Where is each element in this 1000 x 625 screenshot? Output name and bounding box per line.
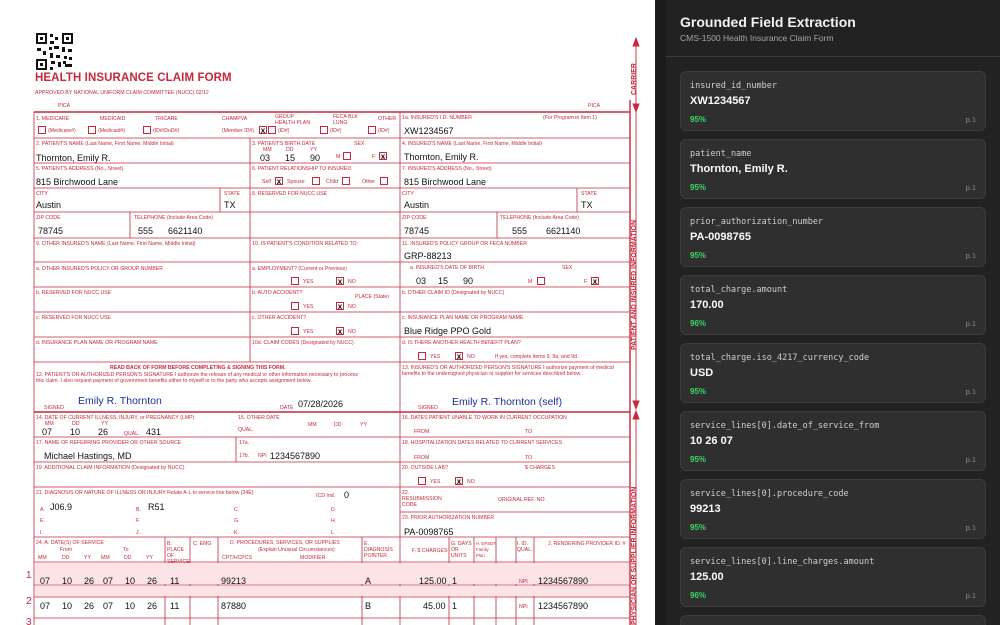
carrier-side-label: CARRIER <box>631 63 638 95</box>
label-diag-j: J. <box>136 530 141 536</box>
line-2-from-mm[interactable]: 07 <box>40 601 51 611</box>
label-diag-b: B. <box>136 507 141 513</box>
insured-address-value[interactable]: 815 Birchwood Lane <box>404 177 487 187</box>
field-value: PA-0098765 <box>690 231 751 243</box>
label-col-to-yy: YY <box>146 555 153 561</box>
birth-yy-value[interactable]: 90 <box>310 153 321 163</box>
label-col-j: J. RENDERING PROVIDER ID. # <box>548 541 626 547</box>
label-hosp-from: FROM <box>414 455 430 461</box>
label-diag-c: C. <box>234 507 240 513</box>
service-line-3-number: 3 <box>26 617 32 625</box>
field-page: p.1 <box>965 591 976 600</box>
other-accident-no-checkbox[interactable]: x <box>337 327 343 336</box>
feca-checkbox[interactable] <box>320 126 328 134</box>
field-card[interactable] <box>680 479 986 539</box>
label-claim-codes: 10d. CLAIM CODES (Designated by NUCC) <box>252 340 354 346</box>
field-value: USD <box>690 367 714 379</box>
label-other-date-qual: QUAL. <box>238 427 254 433</box>
patient-insured-side-label: PATIENT AND INSURED INFORMATION <box>631 219 638 350</box>
line-2-from-yy[interactable]: 26 <box>84 601 95 611</box>
outside-lab-yes-checkbox[interactable] <box>418 477 426 485</box>
insurance-plan-value[interactable]: Blue Ridge PPO Gold <box>404 326 492 336</box>
label-other-insured-name: 9. OTHER INSURED'S NAME (Last Name, First Name, Middle Initial) <box>36 241 196 247</box>
label-sex-m: M <box>336 154 341 160</box>
field-page: p.1 <box>965 319 976 328</box>
label-state: STATE <box>224 191 240 197</box>
label-zip: ZIP CODE <box>36 215 61 221</box>
label-tricare: TRICARE <box>155 116 178 122</box>
label-auto-yes: YES <box>303 304 314 310</box>
field-card[interactable] <box>680 411 986 471</box>
insured-dob-mm-value[interactable]: 03 <box>416 276 427 286</box>
label-telephone: TELEPHONE (Include Area Code) <box>134 215 213 221</box>
insured-city-value[interactable]: Austin <box>404 200 430 210</box>
field-card-partial[interactable] <box>680 615 986 625</box>
sex-m-checkbox[interactable] <box>343 152 351 160</box>
label-policy-group: 11. INSURED'S POLICY GROUP OR FECA NUMBER <box>402 241 527 247</box>
line-1-cpt[interactable]: 99213 <box>221 576 247 586</box>
label-col-e: E. DIAGNOSIS POINTER <box>364 541 393 559</box>
insured-signature[interactable]: Emily R. Thornton (self) <box>452 396 563 408</box>
insured-zip-value[interactable]: 78745 <box>404 226 430 236</box>
field-confidence: 96% <box>690 591 707 600</box>
label-diag-i: I. <box>40 530 43 536</box>
line-2-to-dd[interactable]: 10 <box>125 601 136 611</box>
pica-right: PICA <box>588 103 601 109</box>
label-col-from-dd: DD <box>62 555 70 561</box>
label-outside-lab: 20. OUTSIDE LAB? <box>402 465 448 471</box>
insured-sex-m-checkbox[interactable] <box>537 277 545 285</box>
label-birth-yy: YY <box>310 147 317 153</box>
field-page: p.1 <box>965 183 976 192</box>
label-col-from-mm: MM <box>38 555 47 561</box>
label-another-plan: d. IS THERE ANOTHER HEALTH BENEFIT PLAN? <box>402 340 521 346</box>
line-2-pos[interactable]: 11 <box>170 601 180 611</box>
prior-auth-value[interactable]: PA-0098765 <box>404 527 454 537</box>
label-other-date-mm: MM <box>308 422 317 428</box>
field-name: service_lines[0].procedure_code <box>690 489 849 499</box>
label-17b-npi: NPI <box>258 453 267 459</box>
panel-title: Grounded Field Extraction <box>680 14 856 30</box>
label-insured-dob: a. INSURED'S DATE OF BIRTH <box>410 265 485 271</box>
line-1-units[interactable]: 1 <box>452 576 458 586</box>
label-insured-city: CITY <box>402 191 414 197</box>
label-col-g: G. DAYS OR UNITS <box>451 541 472 559</box>
label-signature-13: 13. INSURED'S OR AUTHORIZED PERSON'S SIGNATURE I authorize payment of medical benefits to the undersigned physician or supplier for services described below. <box>402 365 614 377</box>
label-other-date-yy: YY <box>360 422 367 428</box>
label-tricare-sub: (ID#/DoD#) <box>153 128 180 134</box>
panel-subtitle: CMS-1500 Health Insurance Claim Form <box>680 33 834 43</box>
label-another-plan-note: If yes, complete items 9, 9a, and 9d. <box>495 354 579 360</box>
label-hosp-to: TO <box>525 455 533 461</box>
label-city: CITY <box>36 191 48 197</box>
label-diag-d: D. <box>331 507 337 513</box>
label-auto-no: NO <box>348 304 356 310</box>
birth-mm-value[interactable]: 03 <box>260 153 271 163</box>
employment-yes-checkbox[interactable] <box>291 277 299 285</box>
label-insured-sex: SEX <box>562 265 573 271</box>
field-value: XW1234567 <box>690 95 751 107</box>
sex-f-checkbox[interactable]: x <box>380 152 386 161</box>
label-prior-auth: 23. PRIOR AUTHORIZATION NUMBER <box>402 515 495 521</box>
rel-self-checkbox[interactable]: x <box>276 177 282 186</box>
label-other-accident-yes: YES <box>303 329 314 335</box>
other-checkbox[interactable] <box>368 126 376 134</box>
line-1-from-mm[interactable]: 07 <box>40 576 51 586</box>
label-signed-13: SIGNED <box>418 405 438 411</box>
field-name: patient_name <box>690 149 752 159</box>
line-1-to-mm[interactable]: 07 <box>103 576 114 586</box>
extraction-panel <box>666 0 1000 625</box>
label-auto-accident: b. AUTO ACCIDENT? <box>252 290 303 296</box>
label-col-a: 24. A. DATE(S) OF SERVICE <box>36 540 104 546</box>
field-page: p.1 <box>965 251 976 260</box>
diag-b-value[interactable]: R51 <box>148 502 165 512</box>
label-other-claim-id: b. OTHER CLAIM ID (Designated by NUCC) <box>402 290 505 296</box>
label-col-d: D. PROCEDURES, SERVICES, OR SUPPLIES <box>230 540 340 546</box>
label-col-from-yy: YY <box>84 555 91 561</box>
label-additional: 19. ADDITIONAL CLAIM INFORMATION (Designated by NUCC) <box>36 465 185 471</box>
label-group: GROUP HEALTH PLAN <box>275 114 311 126</box>
label-col-to: To <box>123 547 129 553</box>
label-insured-telephone: TELEPHONE (Include Area Code) <box>500 215 579 221</box>
label-icd-ind: ICD Ind. <box>316 493 336 499</box>
birth-dd-value[interactable]: 15 <box>285 153 296 163</box>
label-patient-address: 5. PATIENT'S ADDRESS (No., Street) <box>36 166 124 172</box>
employment-no-checkbox[interactable]: x <box>337 277 343 286</box>
line-2-cpt[interactable]: 87880 <box>221 601 247 611</box>
insured-state-value[interactable]: TX <box>581 200 593 210</box>
label-rel-self: Self <box>262 179 271 185</box>
line-1-from-yy[interactable]: 26 <box>84 576 95 586</box>
field-card[interactable] <box>680 71 986 131</box>
champva-checkbox[interactable]: x <box>260 126 266 135</box>
label-hospitalization: 18. HOSPITALIZATION DATES RELATED TO CURRENT SERVICES <box>402 440 563 446</box>
label-birth-date: 3. PATIENT'S BIRTH DATE <box>252 141 316 147</box>
line-2-provider[interactable]: 1234567890 <box>538 601 589 611</box>
patient-phone-value[interactable]: 6621140 <box>168 226 203 236</box>
label-other-accident: c. OTHER ACCIDENT? <box>252 315 307 321</box>
label-diag-g: G. <box>234 518 240 524</box>
form-title: HEALTH INSURANCE CLAIM FORM <box>35 72 232 84</box>
label-patient-name: 2. PATIENT'S NAME (Last Name, First Name, Middle Initial) <box>36 141 174 147</box>
label-another-plan-no: NO <box>467 354 475 360</box>
label-other-accident-no: NO <box>348 329 356 335</box>
label-other-date-dd: DD <box>334 422 342 428</box>
label-other-sub: (ID#) <box>378 128 390 134</box>
line-2-qual: NPI <box>519 604 528 610</box>
label-reserved-9b: b. RESERVED FOR NUCC USE <box>36 290 112 296</box>
label-insured-id-note: (For Program in Item 1) <box>543 115 597 121</box>
label-17a: 17a. <box>239 440 250 446</box>
label-signed-12: SIGNED <box>44 405 64 411</box>
outside-lab-no-checkbox[interactable]: x <box>456 477 462 486</box>
label-birth-mm: MM <box>263 147 272 153</box>
patient-name-value[interactable]: Thornton, Emily R. <box>36 153 111 163</box>
label-feca-sub: (ID#) <box>330 128 342 134</box>
label-resubmission: 22. RESUBMISSION CODE <box>402 490 442 508</box>
label-current-qual: QUAL. <box>124 431 140 437</box>
patient-zip-value[interactable]: 78745 <box>38 226 64 236</box>
label-col-d-sub: (Explain Unusual Circumstances) <box>258 547 335 553</box>
label-medicaid-sub: (Medicaid#) <box>98 128 126 134</box>
label-insurance-plan-d: d. INSURANCE PLAN NAME OR PROGRAM NAME <box>36 340 158 346</box>
label-other-date: 15. OTHER DATE <box>238 415 280 421</box>
label-insured-state: STATE <box>581 191 597 197</box>
label-reserved-9c: c. RESERVED FOR NUCC USE <box>36 315 111 321</box>
field-page: p.1 <box>965 455 976 464</box>
label-col-h: H. EPSDT Family Plan <box>476 541 496 558</box>
label-outside-lab-no: NO <box>467 479 475 485</box>
label-insured-id: 1a. INSURED'S I.D. NUMBER <box>402 115 472 121</box>
group-checkbox[interactable] <box>268 126 276 134</box>
label-diagnosis: 21. DIAGNOSIS OR NATURE OF ILLNESS OR INJURY Relate A-L to service line below (24E) <box>36 490 254 496</box>
rel-child-checkbox[interactable] <box>342 177 350 185</box>
line-2-units[interactable]: 1 <box>452 601 458 611</box>
medicare-checkbox[interactable] <box>38 126 46 134</box>
rel-other-checkbox[interactable] <box>380 177 388 185</box>
label-col-b: B. PLACE OF SERVICE <box>167 541 190 565</box>
label-place-state: PLACE (State) <box>355 294 390 300</box>
service-line-1-number: 1 <box>26 570 32 581</box>
label-modifier: MODIFIER <box>300 555 326 561</box>
label-feca: FECA BLK LUNG <box>333 114 358 126</box>
field-name: total_charge.amount <box>690 285 788 295</box>
label-unable-to: TO <box>525 429 533 435</box>
field-card[interactable] <box>680 275 986 335</box>
another-plan-yes-checkbox[interactable] <box>418 352 426 360</box>
signature-date-value[interactable]: 07/28/2026 <box>298 399 344 409</box>
label-col-c: C. EMG <box>193 541 212 547</box>
label-outside-lab-yes: YES <box>430 479 441 485</box>
field-card[interactable] <box>680 139 986 199</box>
line-1-pos[interactable]: 11 <box>170 576 180 586</box>
line-1-charges[interactable]: 125.00 <box>419 576 447 586</box>
label-rel-child: Child <box>326 179 338 185</box>
label-medicare-sub: (Medicare#) <box>48 128 76 134</box>
field-name: insured_id_number <box>690 81 777 91</box>
referring-name-value[interactable]: Michael Hastings, MD <box>44 451 132 461</box>
pica-left: PICA <box>58 103 71 109</box>
service-line-2-number: 2 <box>26 596 32 607</box>
label-group-sub: (ID#) <box>278 128 290 134</box>
label-original-ref: ORIGINAL REF. NO. <box>498 497 546 503</box>
label-insured-sex-m: M <box>528 279 533 285</box>
label-medicare: 1. MEDICARE <box>36 116 70 122</box>
line-2-to-mm[interactable]: 07 <box>103 601 114 611</box>
label-diag-f: F. <box>136 518 141 524</box>
line-1-qual: NPI <box>519 579 528 585</box>
label-rel-spouse: Spouse <box>287 179 305 185</box>
label-champva: CHAMPVA <box>222 116 248 122</box>
label-employment-no: NO <box>348 279 356 285</box>
field-confidence: 95% <box>690 251 707 260</box>
current-qual-value[interactable]: 431 <box>146 427 162 437</box>
label-another-plan-yes: YES <box>430 354 441 360</box>
another-plan-no-checkbox[interactable]: x <box>456 352 462 361</box>
label-sex-f: F <box>372 154 376 160</box>
insured-sex-f-checkbox[interactable]: x <box>592 277 598 286</box>
label-current-mm: MM <box>45 421 54 427</box>
field-card[interactable] <box>680 207 986 267</box>
label-insured-sex-f: F <box>584 279 588 285</box>
field-page: p.1 <box>965 523 976 532</box>
field-confidence: 95% <box>690 115 707 124</box>
line-1-from-dd[interactable]: 10 <box>62 576 73 586</box>
label-rel-other: Other <box>362 179 375 185</box>
label-condition-related: 10. IS PATIENT'S CONDITION RELATED TO: <box>252 241 359 247</box>
diag-a-value[interactable]: J06.9 <box>50 502 73 512</box>
insured-area-value[interactable]: 555 <box>512 226 528 236</box>
panel-divider <box>666 56 1000 57</box>
other-accident-yes-checkbox[interactable] <box>291 327 299 335</box>
line-2-from-dd[interactable]: 10 <box>62 601 73 611</box>
label-unable-work: 16. DATES PATIENT UNABLE TO WORK IN CURRENT OCCUPATION <box>402 415 567 421</box>
label-medicaid: MEDICAID <box>100 116 126 122</box>
field-confidence: 96% <box>690 319 707 328</box>
patient-area-value[interactable]: 555 <box>138 226 154 236</box>
insured-phone-value[interactable]: 6621140 <box>546 226 581 236</box>
label-col-from: From <box>60 547 73 553</box>
label-diag-e: E. <box>40 518 45 524</box>
label-birth-dd: DD <box>286 147 294 153</box>
label-sex: SEX <box>354 141 365 147</box>
label-col-i: I. ID. QUAL. <box>517 541 533 553</box>
line-1-to-yy[interactable]: 26 <box>147 576 158 586</box>
policy-group-value[interactable]: GRP-88213 <box>404 251 452 261</box>
label-other: OTHER <box>378 116 397 122</box>
label-other-policy: a. OTHER INSURED'S POLICY OR GROUP NUMBER <box>36 266 164 272</box>
field-value: 170.00 <box>690 299 724 311</box>
line-1-to-dd[interactable]: 10 <box>125 576 136 586</box>
label-reserved-8: 8. RESERVED FOR NUCC USE <box>252 191 328 197</box>
label-current-dd: DD <box>72 421 80 427</box>
field-value: 99213 <box>690 503 721 515</box>
label-referring: 17. NAME OF REFERRING PROVIDER OR OTHER SOURCE <box>36 440 182 446</box>
line-1-provider[interactable]: 1234567890 <box>538 576 589 586</box>
insured-name-value[interactable]: Thornton, Emily R. <box>404 152 479 162</box>
field-name: total_charge.iso_4217_currency_code <box>690 353 870 363</box>
medicaid-checkbox[interactable] <box>88 126 96 134</box>
field-page: p.1 <box>965 387 976 396</box>
insured-id-value[interactable]: XW1234567 <box>404 126 454 136</box>
label-insured-address: 7. INSURED'S ADDRESS (No., Street) <box>402 166 492 172</box>
qr-code-icon <box>35 32 75 72</box>
auto-yes-checkbox[interactable] <box>291 302 299 310</box>
rel-spouse-checkbox[interactable] <box>312 177 320 185</box>
icd-ind-value[interactable]: 0 <box>344 490 350 500</box>
field-confidence: 95% <box>690 387 707 396</box>
supplier-side-label: PHYSICIAN OR SUPPLIER INFORMATION <box>631 486 638 625</box>
line-2-pointer[interactable]: B <box>365 601 372 611</box>
read-back-notice: READ BACK OF FORM BEFORE COMPLETING & SIGNING THIS FORM. <box>110 365 286 371</box>
field-page: p.1 <box>965 115 976 124</box>
label-diag-l: L. <box>331 530 336 536</box>
line-1-pointer[interactable]: A <box>365 576 372 586</box>
label-employment-yes: YES <box>303 279 314 285</box>
field-name: service_lines[0].date_of_service_from <box>690 421 880 431</box>
label-col-f: F. $ CHARGES <box>412 548 448 554</box>
field-confidence: 95% <box>690 183 707 192</box>
insured-dob-yy-value[interactable]: 90 <box>463 276 474 286</box>
referring-npi-value[interactable]: 1234567890 <box>270 451 321 461</box>
field-card[interactable] <box>680 343 986 403</box>
label-col-to-dd: DD <box>124 555 132 561</box>
field-confidence: 95% <box>690 523 707 532</box>
patient-state-value[interactable]: TX <box>224 200 236 210</box>
label-relationship: 6. PATIENT RELATIONSHIP TO INSURED <box>252 166 352 172</box>
label-lab-charges: $ CHARGES <box>525 465 555 471</box>
label-unable-from: FROM <box>414 429 430 435</box>
field-name: prior_authorization_number <box>690 217 824 227</box>
label-diag-a: A. <box>40 507 45 513</box>
field-value: 125.00 <box>690 571 724 583</box>
current-mm-value[interactable]: 07 <box>42 427 53 437</box>
field-value: Thornton, Emily R. <box>690 163 788 175</box>
patient-signature[interactable]: Emily R. Thornton <box>78 395 162 407</box>
label-date-current: 14. DATE OF CURRENT ILLNESS, INJURY, or PREGNANCY (LMP) <box>36 415 195 421</box>
label-date-12: DATE <box>280 405 294 411</box>
field-confidence: 95% <box>690 455 707 464</box>
auto-no-checkbox[interactable]: x <box>337 302 343 311</box>
label-employment: a. EMPLOYMENT? (Current or Previous) <box>252 266 347 272</box>
label-current-yy: YY <box>101 421 108 427</box>
line-2-to-yy[interactable]: 26 <box>147 601 158 611</box>
label-17b: 17b. <box>239 453 250 459</box>
label-insurance-plan-c: c. INSURANCE PLAN NAME OR PROGRAM NAME <box>402 315 524 321</box>
label-diag-k: K. <box>234 530 239 536</box>
line-2-charges[interactable]: 45.00 <box>423 601 446 611</box>
label-diag-h: H. <box>331 518 337 524</box>
insured-dob-dd-value[interactable]: 15 <box>438 276 449 286</box>
field-value: 10 26 07 <box>690 435 733 447</box>
patient-address-value[interactable]: 815 Birchwood Lane <box>36 177 119 187</box>
label-cpt: CPT/HCPCS <box>222 555 252 561</box>
label-col-to-mm: MM <box>101 555 110 561</box>
tricare-checkbox[interactable] <box>143 126 151 134</box>
patient-city-value[interactable]: Austin <box>36 200 62 210</box>
current-yy-value[interactable]: 26 <box>98 427 109 437</box>
field-card[interactable] <box>680 547 986 607</box>
label-insured-zip: ZIP CODE <box>402 215 427 221</box>
field-name: service_lines[0].line_charges.amount <box>690 557 875 567</box>
label-signature-12: 12. PATIENT'S OR AUTHORIZED PERSON'S SIGNATURE I authorize the release of any medical or other information necessary to process this claim. I also request payment of government benefits either to myself or to the party who accepts assignment below. <box>36 372 358 384</box>
label-insured-name: 4. INSURED'S NAME (Last Name, First Name, Middle Initial) <box>402 141 542 147</box>
current-dd-value[interactable]: 10 <box>70 427 81 437</box>
label-champva-sub: (Member ID#) <box>222 128 254 134</box>
form-approval-note: APPROVED BY NATIONAL UNIFORM CLAIM COMMITTEE (NUCC) 02/12 <box>35 90 209 96</box>
